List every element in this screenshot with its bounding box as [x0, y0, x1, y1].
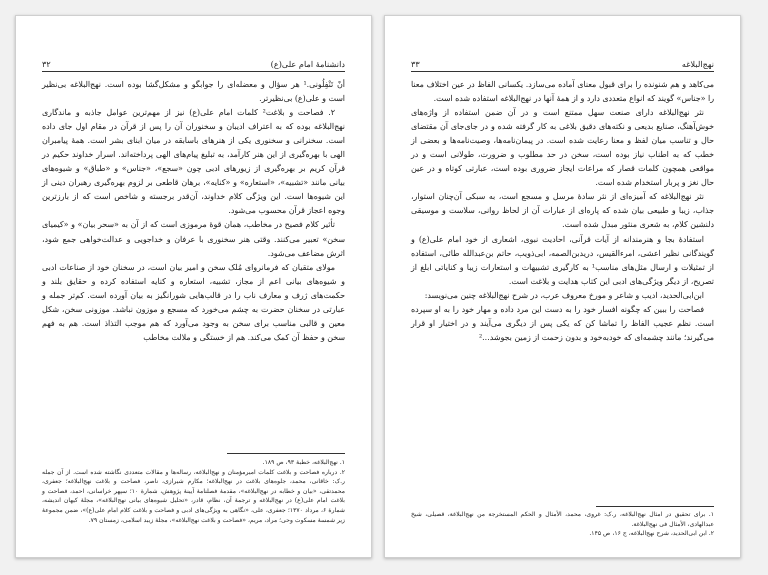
footnote: ۲. درباره فصاحت و بلاغت کلمات امیرمؤمنان و نهج‌البلاغه، رساله‌ها و مقالات متعددی نگاشته شده است. از آن جمله ر.ک: خاقانی، محمد، جلوه‌های بلاغت در نهج‌البلاغه؛ مکارم شیرازی، ناصر، فصاحت و بلاغت نهج‌البلاغه؛ جعفری، محمدتقی، «بیان و خطابه در نهج‌البلاغه»، مقدمهٔ فصلنامهٔ آیینهٔ پژوهش، شمارهٔ ۱۰؛ سپهر خراسانی، احمد، فصاحت و بلاغت امام علی(ع) در نهج‌البلاغه و ترجمهٔ آن، نظام، قادر، «تحلیل شیوه‌های بیانی نهج‌البلاغه»، مجلهٔ کیهان اندیشه، شمارهٔ ۶، مرداد ۱۳۷۰؛ جعفری، علی، «نگاهی به ویژگی‌های ادبی و فصاحت و بلاغت کلام امام علی(ع)»، ضمن مجموعهٔ زیر شمسهٔ مسکوت وحی؛ مراد، مریم، «فصاحت و بلاغت نهج‌البلاغه»، مجلهٔ زیبد اسلامی، زمستان ۷۹. — [42, 468, 345, 524]
paragraph: تأثیر کلام فصیح در مخاطب، همان قوهٔ مرموزی است که از آن به «سحر بیان» و «کیمیای سخن» تعبیر می‌کنند. وقتی هنر سخنوری با عرفان و خداجویی و عدالت‌خواهی جمع شود، اثرش مضاعف می‌شود. — [42, 220, 345, 258]
footnote: ۱. نهج‌البلاغه، خطبهٔ ۹۳، ص ۱۸۹. — [262, 459, 345, 466]
paragraph: نثر نهج‌البلاغه دارای صنعت سهل ممتنع است و در آن ضمن استفاده از واژه‌های خوش‌آهنگ، صنایع بدیعی و نکته‌های دقیق بلاغی به کار گرفته شده و در جای‌جای آن مقتضای حال و تناسب میان لفظ و معنا رعایت شده است. در پیمان‌نامه‌ها، وصیت‌نامه‌ها و بعضی از خطب که به اطناب نیاز بوده است، سخن در حد مطلوب و ضرورت، طولانی است و در مواقعی همچون کلمات قصار که مراعات ایجاز ضروری بوده است، عبارتی کوتاه و در عین حال نغز و پربار استخدام شده است. — [411, 108, 714, 188]
running-title: نهج‌البلاغه — [681, 59, 714, 69]
footnote: ۱. برای تحقیق در امثال نهج‌البلاغه، ر.ک: غروی، محمد، الأمثال و الحکم المستخرجة من نهج‌البلاغة، قصیلی، شیخ عبدالهادی، الأمثال فی نهج‌البلاغة. — [411, 511, 714, 528]
footnote-divider — [596, 506, 714, 507]
paragraph: أنْ تَنْفِلُونی.¹ هر سؤال و معضله‌ای را جوابگو و مشکل‌گشا بوده است. نهج‌البلاغه بی‌نظیر است و علی(ع) بی‌نظیرتر. — [42, 80, 345, 104]
paragraph: استفادهٔ بجا و هنرمندانه از آیات قرآنی، احادیث نبوی، اشعاری از خود امام علی(ع) و گویندگانی نظیر اعشی، امرءالقیس، دریدبن‌الصمه، ابی‌ذویب، حاتم بن‌عبدالله طائی، استفاده از تمثیلات و ارسال مثل‌های مناسب¹ به کارگیری تشبیهات و استعارات زیبا و کنایاتی ابلغ از تصریح، از دیگر ویژگی‌های ادبی این کتاب هدایت و بلاغت است. — [411, 234, 714, 286]
running-header — [42, 58, 345, 72]
paragraph: نثر نهج‌البلاغه که آمیزه‌ای از نثر سادهٔ مرسل و مسجع است، به سبکی آن‌چنان استوار، جذاب، زیبا و طبیعی بیان شده که پاره‌ای از عبارات آن از لحاظ روانی، سلاست و موسیقی دلنشین کلام، به شعری منثور مبدل شده است. — [411, 192, 714, 230]
right-page — [384, 15, 741, 558]
footnote: ۲. ابن ابی‌الحدید، شرح نهج‌البلاغه، ج ۱۶، ص ۱۴۵. — [589, 530, 714, 538]
footnote-divider — [227, 453, 345, 454]
paragraph: می‌کاهد و هم شنونده را برای قبول معنای آماده می‌سازد. یکسانی الفاظ در عین اختلاف معنا را «جناس» گویند که انواع متعددی دارد و از همهٔ آنها در نهج‌البلاغه استفاده شده است. — [411, 80, 714, 104]
running-title: دانشنامهٔ امام علی(ع) — [270, 59, 345, 69]
footnotes — [411, 510, 714, 539]
page-number: ۳۲ — [42, 59, 51, 69]
paragraph: ابن‌ابی‌الحدید، ادیب و شاعر و مورخ معروف عرب، در شرح نهج‌البلاغه چنین می‌نویسد: — [424, 290, 704, 300]
paragraph: ۲. فصاحت و بلاغت² کلمات امام علی(ع) نیز از مهم‌ترین عوامل جاذبه و ماندگاری نهج‌البلاغه بوده که به اعتراف ادیبان و سخنوران آن را پس از قرآن در مقام اول جای داده است. سخنرانی و سخنوری یکی از هنرهای باسابقه در میان ابنای بشر است. همهٔ پیامبران الهی با بهره‌گیری از این هنر کارآمد، به تبلیغ پیام‌های الهی پرداخته‌اند. اسرار خداوند حکیم در قرآن کریم بر بهره‌گیری از زیورهای ادبی چون «سجع»، «جناس» و «طباق» و شیوه‌های بیانی مانند «تشبیه»، «استعاره» و «کنایه»، برهان قاطعی بر لزوم بهره‌گیری رهبران دینی از این شیوه‌ها است. این ویژگی کلام خداوند، آن‌قدر برجسته و شاخص است که از بارزترین وجوه اعجاز قرآن محسوب می‌شود. — [42, 108, 345, 216]
footnotes — [42, 458, 345, 525]
page-number: ۳۳ — [411, 59, 420, 69]
page-body — [411, 78, 714, 345]
quotation: فصاحت را ببین که چگونه افسار خود را به دست این مرد داده و مهار خود را به او سپرده است. نظم عجیب الفاظ را تماشا کن که یکی پس از دیگری می‌آیند و در اختیار او قرار می‌گیرند؛ مانند چشمه‌ای که خودبه‌خود و بدون زحمت از زمین بجوشد...² — [411, 304, 714, 342]
left-page — [15, 15, 372, 558]
paragraph: مولای متقیان که فرمانروای مُلک سخن و امیر بیان است، در سخنان خود از صناعات ادبی و شیوه‌های بیانی اعم از مجاز، تشبیه، استعاره و کنایه استفاده کرده و حقایق بلند و حکمت‌های ژرف و معارف ناب را در قالب‌هایی شورانگیز به بیان آورده است. کم‌تر جمله و عبارتی در سخنان حضرت به چشم می‌خورد که مسجع و موزون نباشد. موزونی سخن، شکل معین و قالبی مناسب برای سخن به وجود می‌آورد که هم موجب التذاذ است. هم به فهم سخن و حفظ آن کمک می‌کند. هم از خستگی و ملالت مخاطب — [42, 262, 345, 342]
page-body — [42, 78, 345, 345]
running-header — [411, 58, 714, 72]
